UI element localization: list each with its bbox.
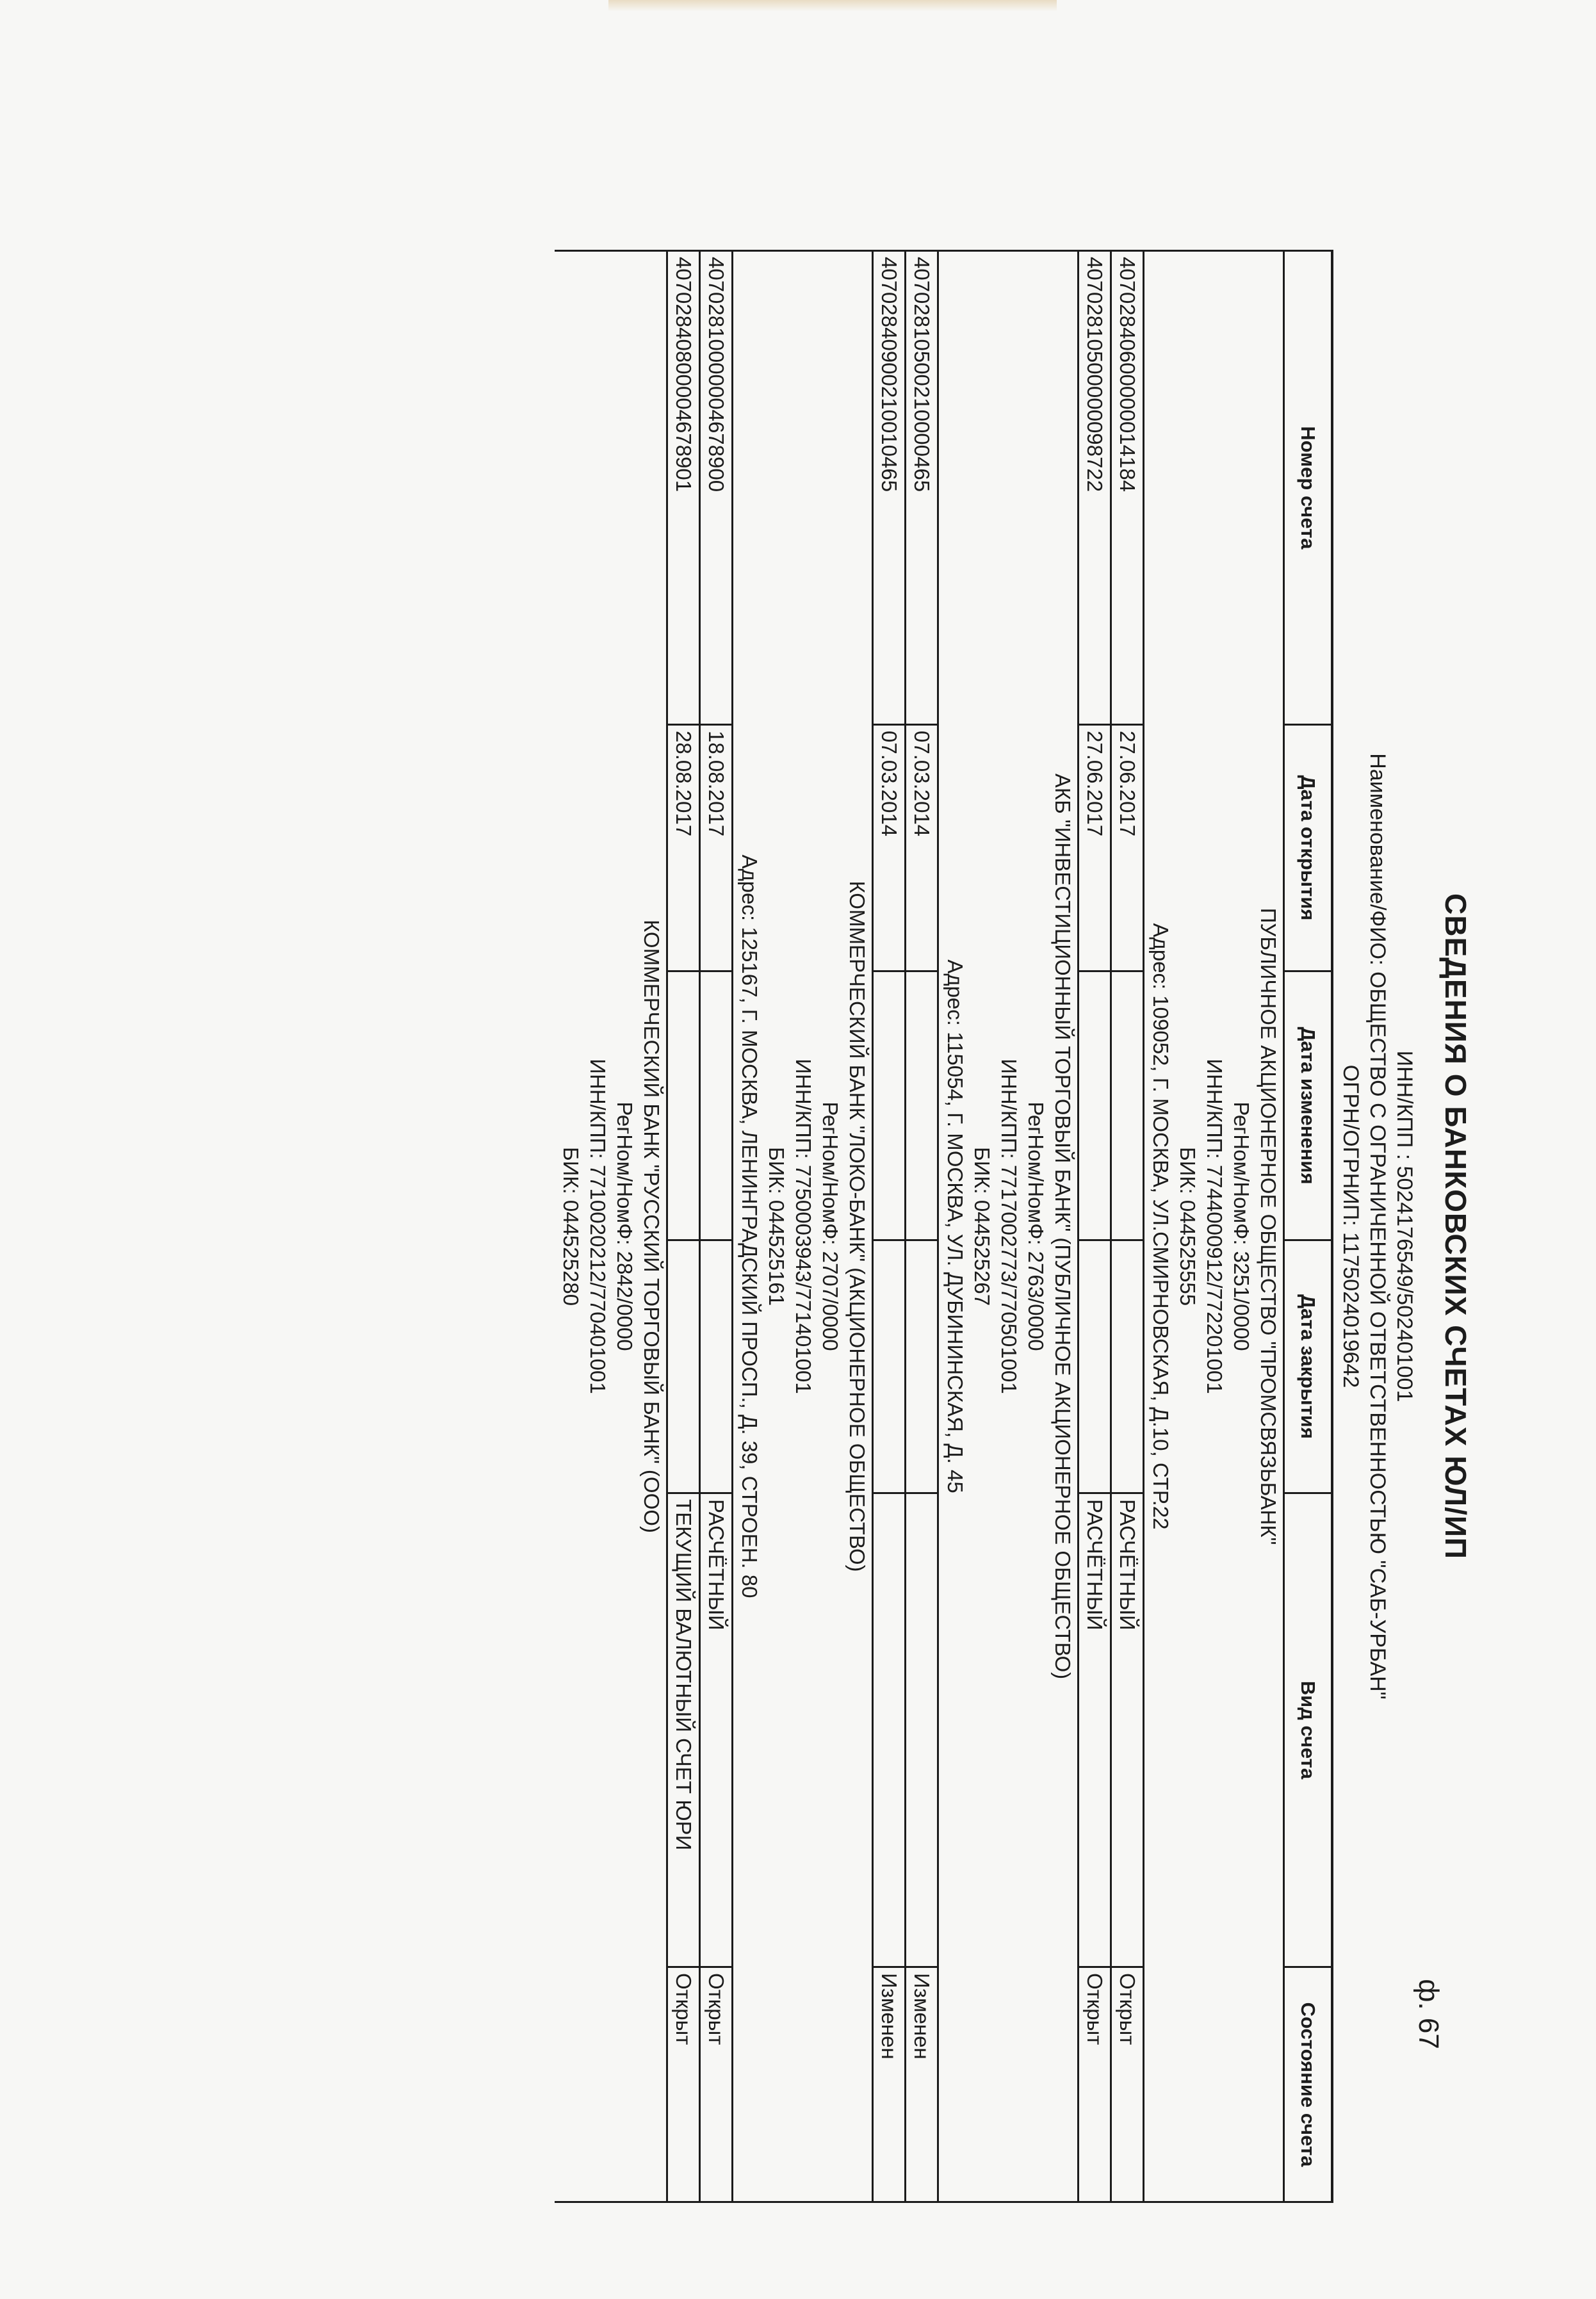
bank-block <box>731 250 872 2203</box>
account-number: 40702810000004678900 <box>699 250 731 724</box>
changed-date <box>666 970 699 1239</box>
changed-date <box>699 970 731 1239</box>
client-ogrn: ОГРН/ОГРНИП: 1175024019642 <box>1339 1064 1363 1388</box>
client-inn-kpp: ИНН/КПП : 5024176549/502401001 <box>1392 1050 1417 1402</box>
opened-date: 07.03.2014 <box>904 724 937 970</box>
closed-date <box>1077 1239 1110 1492</box>
opened-date: 27.06.2017 <box>1077 724 1110 970</box>
account-type: ТЕКУЩИЙ ВАЛЮТНЫЙ СЧЕТ ЮРИ <box>666 1492 699 1966</box>
opened-date: 07.03.2014 <box>872 724 904 970</box>
account-state: Открыт <box>699 1966 731 2203</box>
account-type: РАСЧЁТНЫЙ <box>1110 1492 1143 1966</box>
bank-inn-kpp: ИНН/КПП: 7750003943/771401001 <box>792 1059 815 1394</box>
bank-name: ПУБЛИЧНОЕ АКЦИОНЕРНОЕ ОБЩЕСТВО "ПРОМСВЯЗЬБАНК" <box>1257 907 1280 1545</box>
account-state: Открыт <box>1077 1966 1110 2203</box>
bank-bik: БИК: 044525555 <box>1176 1146 1200 1306</box>
header-closed-date: Дата закрытия <box>1283 1239 1331 1492</box>
bank-regnom: РегНом/НомФ: 2763/0000 <box>1024 1101 1048 1351</box>
bank-address: Адрес: 109052, Г. МОСКВА, УЛ.СМИРНОВСКАЯ, Д.10, СТР.22 <box>1149 923 1173 1530</box>
client-info <box>1337 250 1418 2203</box>
table-header <box>1283 250 1331 2203</box>
table-row <box>699 250 731 2203</box>
bank-block <box>1143 250 1283 2203</box>
account-type: РАСЧЁТНЫЙ <box>1077 1492 1110 1966</box>
document-sheet <box>141 250 1473 2299</box>
bank-bik: БИК: 044525280 <box>559 1146 583 1306</box>
table-row <box>1077 250 1110 2203</box>
scan-edge <box>608 0 1057 12</box>
closed-date <box>666 1239 699 1492</box>
bank-regnom: РегНом/НомФ: 3251/0000 <box>1230 1101 1253 1351</box>
changed-date <box>1077 970 1110 1239</box>
header-account-type: Вид счета <box>1283 1492 1331 1966</box>
account-number: 40702810500000098722 <box>1077 250 1110 724</box>
table-row <box>666 250 699 2203</box>
header-account-number: Номер счета <box>1283 250 1331 724</box>
table-row <box>904 250 937 2203</box>
bank-name: КОММЕРЧЕСКИЙ БАНК "ЛОКО-БАНК" (АКЦИОНЕРНОЕ ОБЩЕСТВО) <box>845 881 869 1572</box>
closed-date <box>904 1239 937 1492</box>
bank-regnom: РегНом/НомФ: 2707/0000 <box>818 1101 842 1351</box>
bank-inn-kpp: ИНН/КПП: 7744000912/772201001 <box>1203 1059 1226 1394</box>
bank-inn-kpp: ИНН/КПП: 7717002773/770501001 <box>997 1059 1021 1394</box>
bank-block <box>937 250 1077 2203</box>
opened-date: 27.06.2017 <box>1110 724 1143 970</box>
bank-regnom: РегНом/НомФ: 2842/0000 <box>613 1101 637 1351</box>
changed-date <box>872 970 904 1239</box>
changed-date <box>904 970 937 1239</box>
table-row <box>1110 250 1143 2203</box>
header-changed-date: Дата изменения <box>1283 970 1331 1239</box>
account-number: 40702840900210010465 <box>872 250 904 724</box>
account-state: Открыт <box>666 1966 699 2203</box>
account-state: Изменен <box>872 1966 904 2203</box>
changed-date <box>1110 970 1143 1239</box>
account-type: РАСЧЁТНЫЙ <box>699 1492 731 1966</box>
account-number: 40702840600000014184 <box>1110 250 1143 724</box>
bank-name: КОММЕРЧЕСКИЙ БАНК "РУССКИЙ ТОРГОВЫЙ БАНК" (ООО) <box>640 920 664 1533</box>
closed-date <box>872 1239 904 1492</box>
account-type <box>872 1492 904 1966</box>
opened-date: 18.08.2017 <box>699 724 731 970</box>
header-account-state: Состояние счета <box>1283 1966 1331 2203</box>
client-name: Наименование/ФИО: ОБЩЕСТВО С ОГРАНИЧЕННОЙ ОТВЕТСТВЕННОСТЬЮ "САБ-УРБАН" <box>1365 753 1390 1700</box>
form-number: ф. 67 <box>1413 1979 1444 2049</box>
bank-inn-kpp: ИНН/КПП: 7710020212/770401001 <box>586 1059 610 1394</box>
bank-name: АКБ "ИНВЕСТИЦИОННЫЙ ТОРГОВЫЙ БАНК" (ПУБЛИЧНОЕ АКЦИОНЕРНОЕ ОБЩЕСТВО) <box>1051 773 1075 1680</box>
accounts-table <box>555 250 1333 2203</box>
account-state: Изменен <box>904 1966 937 2203</box>
account-number: 40702810500210000465 <box>904 250 937 724</box>
closed-date <box>1110 1239 1143 1492</box>
closed-date <box>699 1239 731 1492</box>
account-state: Открыт <box>1110 1966 1143 2203</box>
bank-bik: БИК: 044525161 <box>765 1146 788 1306</box>
table-row <box>872 250 904 2203</box>
opened-date: 28.08.2017 <box>666 724 699 970</box>
bank-bik: БИК: 044525267 <box>970 1146 994 1306</box>
document-title: СВЕДЕНИЯ О БАНКОВСКИХ СЧЕТАХ ЮЛ/ИП <box>1439 893 1472 1559</box>
header-opened-date: Дата открытия <box>1283 724 1331 970</box>
bank-block <box>555 250 666 2203</box>
account-number: 40702840800004678901 <box>666 250 699 724</box>
account-type <box>904 1492 937 1966</box>
bank-address: Адрес: 125167, Г. МОСКВА, ЛЕНИНГРАДСКИЙ ПРОСП., Д. 39, СТРОЕН. 80 <box>738 854 761 1598</box>
bank-address: Адрес: 115054, Г. МОСКВА, УЛ. ДУБИНИНСКАЯ, Д. 45 <box>943 959 967 1493</box>
